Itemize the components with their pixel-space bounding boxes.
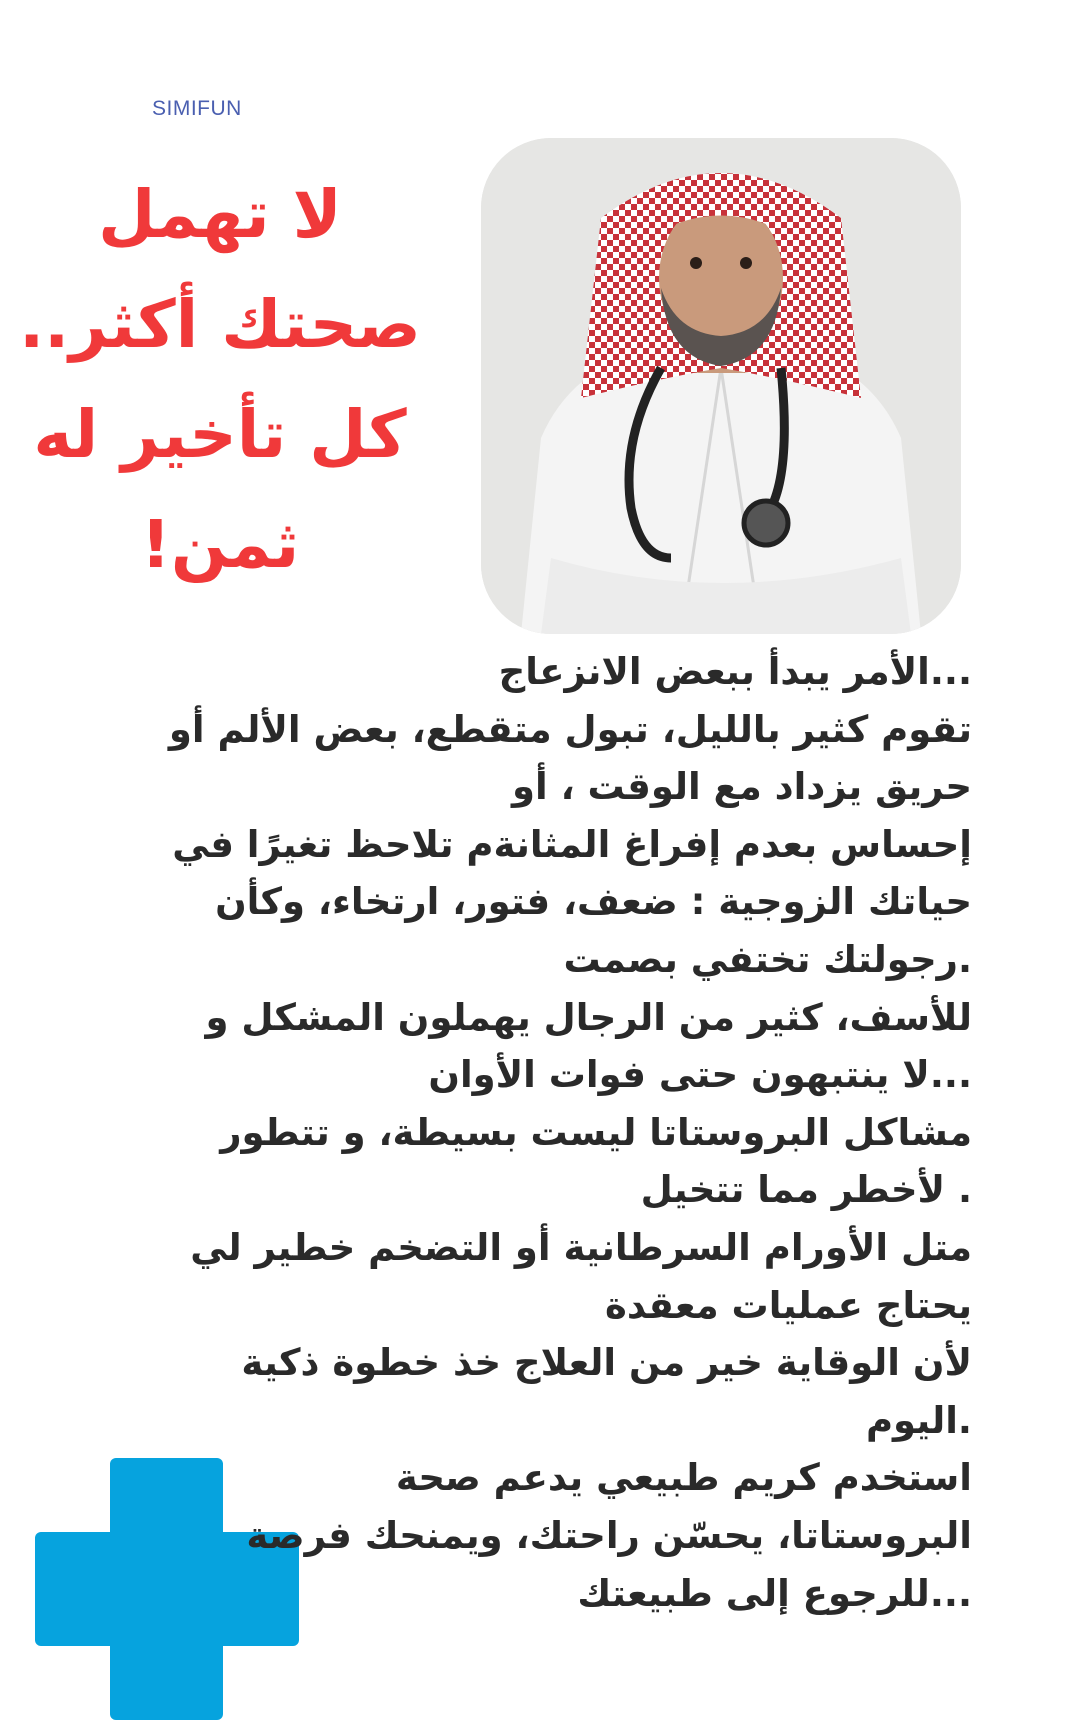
body-line: استخدم كريم طبيعي يدعم صحة bbox=[395, 1456, 972, 1500]
body-line: حياتك الزوجية : ضعف، فتور، ارتخاء، وكأن bbox=[215, 880, 972, 924]
body-line: مشاكل البروستاتا ليست بسيطة، و تتطور bbox=[220, 1110, 972, 1154]
doctor-photo bbox=[481, 138, 961, 634]
body-line: حريق يزداد مع الوقت ، أو bbox=[512, 765, 972, 809]
headline-line: ثمن! bbox=[140, 506, 300, 583]
headline-line: لا تهمل bbox=[98, 176, 342, 253]
body-line: .اليوم bbox=[865, 1398, 972, 1442]
body-line: ...لا ينتبهون حتى فوات الأوان bbox=[428, 1053, 972, 1097]
body-line: ...للرجوع إلى طبيعتك bbox=[577, 1571, 972, 1615]
body-line: للأسف، كثير من الرجال يهملون المشكل و bbox=[205, 995, 972, 1039]
headline-line: كل تأخير له bbox=[33, 396, 407, 473]
body-line: . لأخطر مما تتخيل bbox=[640, 1168, 972, 1212]
body-line: إحساس بعدم إفراغ المثانةم تلاحظ تغيرًا في bbox=[172, 822, 972, 866]
body-line: ...الأمر يبدأ ببعض الانزعاج bbox=[498, 650, 972, 693]
body-line: لأن الوقاية خير من العلاج خذ خطوة ذكية bbox=[241, 1341, 972, 1385]
brand-label: SIMIFUN bbox=[152, 97, 242, 120]
body-line: يحتاج عمليات معقدة bbox=[605, 1283, 972, 1327]
body-line: .رجولتك تختفي بصمت bbox=[563, 937, 972, 981]
headline bbox=[0, 160, 440, 600]
body-line: البروستاتا، يحسّن راحتك، ويمنحك فرصة bbox=[246, 1513, 972, 1557]
headline-line: صحتك أكثر.. bbox=[19, 286, 421, 363]
doctor-illustration bbox=[481, 138, 961, 634]
body-line: تقوم كثير بالليل، تبول متقطع، بعض الألم أو bbox=[168, 707, 972, 751]
body-line: متل الأورام السرطانية أو التضخم خطير لي bbox=[190, 1225, 972, 1269]
article-body bbox=[100, 643, 972, 1622]
